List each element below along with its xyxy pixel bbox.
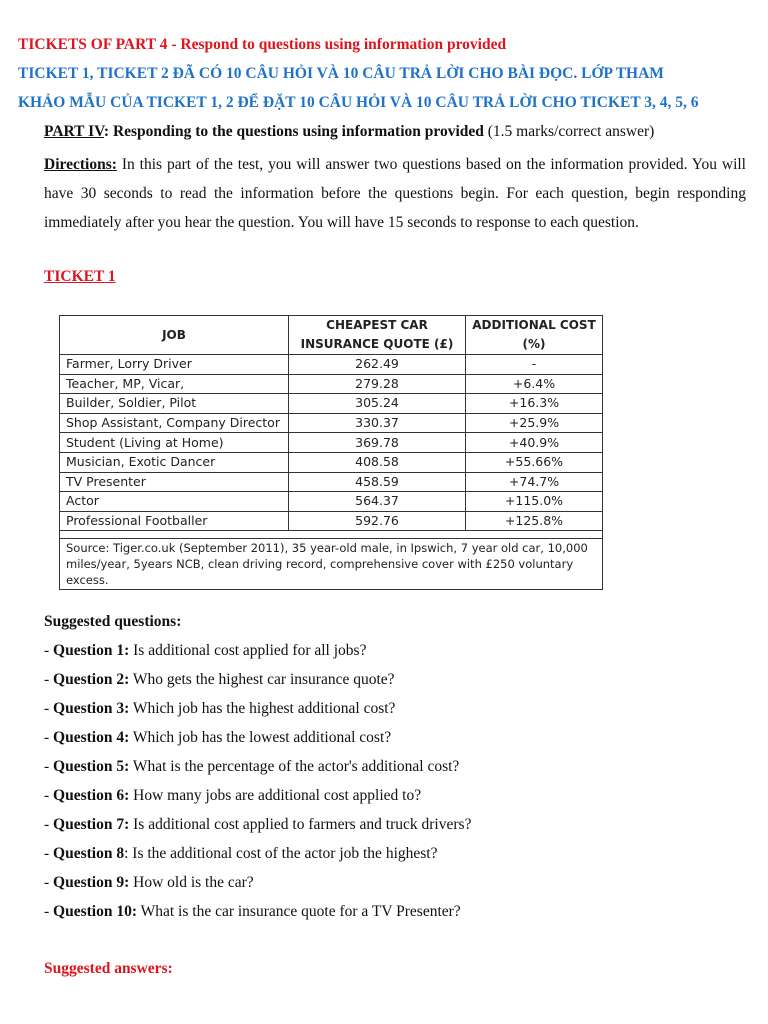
list-item	[44, 671, 471, 700]
question-text: Is additional cost applied for all jobs?	[129, 642, 367, 659]
question-text: Is additional cost applied to farmers and truck drivers?	[129, 816, 472, 833]
part-label: PART IV	[44, 123, 104, 140]
question-prefix: -	[44, 787, 54, 804]
table-row	[60, 452, 603, 472]
question-text: : Is the additional cost of the actor job the highest?	[124, 845, 438, 862]
table-row	[60, 433, 603, 453]
directions-text: In this part of the test, you will answer two questions based on the information provided. You will have 30 seconds to read the information before the questions begin. For each question, begin responding immediately after you hear the question. You will have 15 seconds to response to each question.	[44, 156, 746, 231]
header-quote: CHEAPEST CAR INSURANCE QUOTE (£)	[289, 316, 466, 355]
questions-list	[44, 642, 471, 932]
table-row	[60, 374, 603, 394]
list-item	[44, 845, 471, 874]
question-text: Which job has the lowest additional cost?	[129, 729, 392, 746]
directions-paragraph	[44, 150, 746, 237]
table-spacer-row	[60, 531, 603, 539]
cell-job: Professional Footballer	[60, 511, 289, 531]
cell-additional-cost: +125.8%	[466, 511, 603, 531]
question-prefix: -	[44, 758, 54, 775]
vietnamese-instruction-line-1: TICKET 1, TICKET 2 ĐÃ CÓ 10 CÂU HỎI VÀ 10 CÂU TRẢ LỜI CHO BÀI ĐỌC. LỚP THAM	[18, 65, 664, 82]
question-text: How old is the car?	[129, 874, 254, 891]
list-item	[44, 700, 471, 729]
cell-additional-cost: +40.9%	[466, 433, 603, 453]
list-item	[44, 729, 471, 758]
directions-label: Directions:	[44, 156, 117, 173]
cell-additional-cost: +55.66%	[466, 452, 603, 472]
table-header-row	[60, 316, 603, 355]
question-text: What is the car insurance quote for a TV Presenter?	[137, 903, 461, 920]
cell-quote: 592.76	[289, 511, 466, 531]
cell-additional-cost: +16.3%	[466, 394, 603, 414]
question-text: Which job has the highest additional cost?	[129, 700, 396, 717]
cell-quote: 330.37	[289, 413, 466, 433]
question-prefix: -	[44, 642, 54, 659]
cell-job: Student (Living at Home)	[60, 433, 289, 453]
cell-job: Builder, Soldier, Pilot	[60, 394, 289, 414]
question-prefix: -	[44, 671, 54, 688]
table-row	[60, 511, 603, 531]
question-label: Question 7:	[53, 816, 130, 833]
question-text: How many jobs are additional cost applied to?	[129, 787, 422, 804]
vietnamese-instruction-line-2: KHẢO MẪU CỦA TICKET 1, 2 ĐỂ ĐẶT 10 CÂU HỎI VÀ 10 CÂU TRẢ LỜI CHO TICKET 3, 4, 5, 6	[18, 94, 699, 111]
source-note: Source: Tiger.co.uk (September 2011), 35 year-old male, in Ipswich, 7 year old car, 10,000 miles/year, 5years NCB, clean driving record, comprehensive cover with £250 voluntary excess.	[60, 539, 603, 590]
cell-job: Shop Assistant, Company Director	[60, 413, 289, 433]
cell-job: Farmer, Lorry Driver	[60, 355, 289, 375]
cell-additional-cost: +6.4%	[466, 374, 603, 394]
cell-additional-cost: +74.7%	[466, 472, 603, 492]
suggested-answers-title: Suggested answers:	[44, 960, 173, 977]
ticket-1-label: TICKET 1	[44, 268, 116, 285]
question-label: Question 4:	[53, 729, 130, 746]
question-prefix: -	[44, 845, 54, 862]
table-row	[60, 492, 603, 512]
suggested-questions-title: Suggested questions:	[44, 613, 182, 630]
list-item	[44, 787, 471, 816]
spacer-cell	[60, 531, 603, 539]
question-prefix: -	[44, 700, 54, 717]
question-label: Question 9:	[53, 874, 130, 891]
cell-quote: 305.24	[289, 394, 466, 414]
part-marks: (1.5 marks/correct answer)	[483, 123, 655, 140]
list-item	[44, 874, 471, 903]
cell-quote: 458.59	[289, 472, 466, 492]
cell-quote: 262.49	[289, 355, 466, 375]
cell-quote: 279.28	[289, 374, 466, 394]
cell-additional-cost: +25.9%	[466, 413, 603, 433]
insurance-table	[59, 315, 603, 590]
table-row	[60, 394, 603, 414]
cell-quote: 369.78	[289, 433, 466, 453]
cell-job: Teacher, MP, Vicar,	[60, 374, 289, 394]
question-label: Question 6:	[53, 787, 130, 804]
tickets-title: TICKETS OF PART 4 - Respond to questions using information provided	[18, 36, 507, 53]
cell-job: TV Presenter	[60, 472, 289, 492]
cell-quote: 564.37	[289, 492, 466, 512]
question-prefix: -	[44, 903, 54, 920]
part-title: Responding to the questions using information provided	[109, 123, 484, 140]
table-row	[60, 355, 603, 375]
header-additional-cost: ADDITIONAL COST (%)	[466, 316, 603, 355]
list-item	[44, 816, 471, 845]
question-label: Question 3:	[53, 700, 130, 717]
cell-job: Actor	[60, 492, 289, 512]
question-label: Question 1:	[53, 642, 130, 659]
question-label: Question 8	[53, 845, 125, 862]
question-label: Question 5:	[53, 758, 130, 775]
header-job: JOB	[60, 316, 289, 355]
list-item	[44, 642, 471, 671]
insurance-table-wrapper	[59, 315, 602, 590]
question-prefix: -	[44, 874, 54, 891]
cell-job: Musician, Exotic Dancer	[60, 452, 289, 472]
list-item	[44, 758, 471, 787]
table-row	[60, 413, 603, 433]
question-label: Question 10:	[53, 903, 138, 920]
table-row	[60, 472, 603, 492]
question-label: Question 2:	[53, 671, 130, 688]
part-heading	[44, 123, 654, 141]
cell-quote: 408.58	[289, 452, 466, 472]
question-prefix: -	[44, 729, 54, 746]
question-prefix: -	[44, 816, 54, 833]
cell-additional-cost: +115.0%	[466, 492, 603, 512]
part-colon: :	[103, 123, 110, 140]
question-text: What is the percentage of the actor's additional cost?	[129, 758, 460, 775]
cell-additional-cost: -	[466, 355, 603, 375]
table-source-row	[60, 539, 603, 590]
list-item	[44, 903, 471, 932]
question-text: Who gets the highest car insurance quote?	[129, 671, 395, 688]
